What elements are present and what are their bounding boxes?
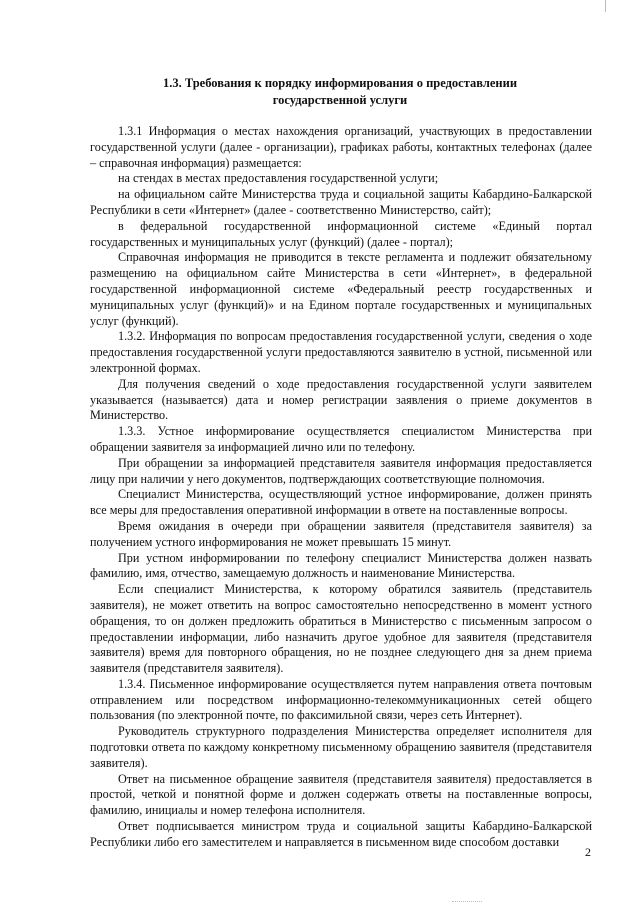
paragraph-1-3-4: 1.3.4. Письменное информирование осуществляется путем направления ответа почтовым отправлением или посредством информационно-телекоммуникационных сетей общего пользования (по электронной почте, по факсимильной связи, через сеть Интернет).	[90, 676, 592, 723]
document-body	[90, 124, 592, 851]
paragraph-federal-portal: в федеральной государственной информационной системе «Единый портал государственных и муниципальных услуг (функций) (далее - портал);	[90, 218, 592, 249]
paragraph-reference-info: Справочная информация не приводится в тексте регламента и подлежит обязательному размещению на официальном сайте Министерства в сети «Интернет», в федеральной государственной информационной системе «Федеральный реестр государственных и муниципальных услуг (функций)» и на Едином портале государственных и муниципальных услуг (функций).	[90, 250, 592, 328]
paragraph-1-3-1: 1.3.1 Информация о местах нахождения организаций, участвующих в предоставлении государственной услуги (далее - организации), графиках работы, контактных телефонах (далее – справочная информация) размещается:	[90, 124, 592, 170]
paragraph-answer-form: Ответ на письменное обращение заявителя (представителя заявителя) предоставляется в простой, четкой и понятной форме и должен содержать ответы на поставленные вопросы, фамилию, инициалы и номер телефона исполнителя.	[90, 771, 592, 818]
paragraph-official-site: на официальном сайте Министерства труда и социальной защиты Кабардино-Балкарской Республики в сети «Интернет» (далее - соответственно Министерство, сайт);	[90, 187, 592, 217]
paragraph-1-3-3: 1.3.3. Устное информирование осуществляется специалистом Министерства при обращении заявителя за информацией лично или по телефону.	[90, 424, 592, 454]
paragraph-executor: Руководитель структурного подразделения Министерства определяет исполнителя для подготовки ответа по каждому конкретному письменному обращению заявителя (представителя заявителя).	[90, 724, 592, 770]
section-heading	[90, 75, 590, 109]
section-heading-line-1: 1.3. Требования к порядку информирования о предоставлении	[162, 76, 518, 90]
paragraph-waiting-time: Время ожидания в очереди при обращении заявителя (представителя заявителя) за получением устного информирования не может превышать 15 минут.	[90, 518, 592, 549]
paragraph-cannot-answer: Если специалист Министерства, к которому обратился заявитель (представитель заявителя), не может ответить на вопрос самостоятельно непосредственно в момент устного обращения, то он должен предложить обратиться в Министерство с письменным запросом о предоставлении информации, либо назначить другое удобное для заявителя (представителя заявителя) время для повторного обращения, но не позднее следующего дня за днем приема заявителя (представителя заявителя).	[90, 582, 592, 676]
paragraph-specialist-measures: Специалист Министерства, осуществляющий устное информирование, должен принять все меры для предоставления оперативной информации в ответе на поставленные вопросы.	[90, 487, 592, 518]
scan-edge-mark	[605, 0, 606, 12]
scan-edge-dots	[452, 901, 482, 903]
paragraph-answer-signed: Ответ подписывается министром труда и социальной защиты Кабардино-Балкарской Республики либо его заместителем и направляется в письменном виде способом доставки	[90, 819, 592, 849]
paragraph-progress-info: Для получения сведений о ходе предоставления государственной услуги заявителем указывается (называется) дата и номер регистрации заявления о приеме документов в Министерство.	[90, 376, 592, 423]
page-number: 2	[585, 845, 591, 859]
paragraph-1-3-2: 1.3.2. Информация по вопросам предоставления государственной услуги, сведения о ходе предоставления государственной услуги предоставляются заявителю в устной, письменной или электронной формах.	[90, 329, 592, 375]
paragraph-phone-info: При устном информировании по телефону специалист Министерства должен назвать фамилию, имя, отчество, замещаемую должность и наименование Министерства.	[90, 550, 592, 581]
section-heading-line-2: государственной услуги	[272, 93, 408, 107]
paragraph-stands: на стендах в местах предоставления государственной услуги;	[118, 171, 439, 186]
paragraph-representative: При обращении за информацией представителя заявителя информация предоставляется лицу при наличии у него документов, подтверждающих соответствующие полномочия.	[90, 455, 592, 486]
